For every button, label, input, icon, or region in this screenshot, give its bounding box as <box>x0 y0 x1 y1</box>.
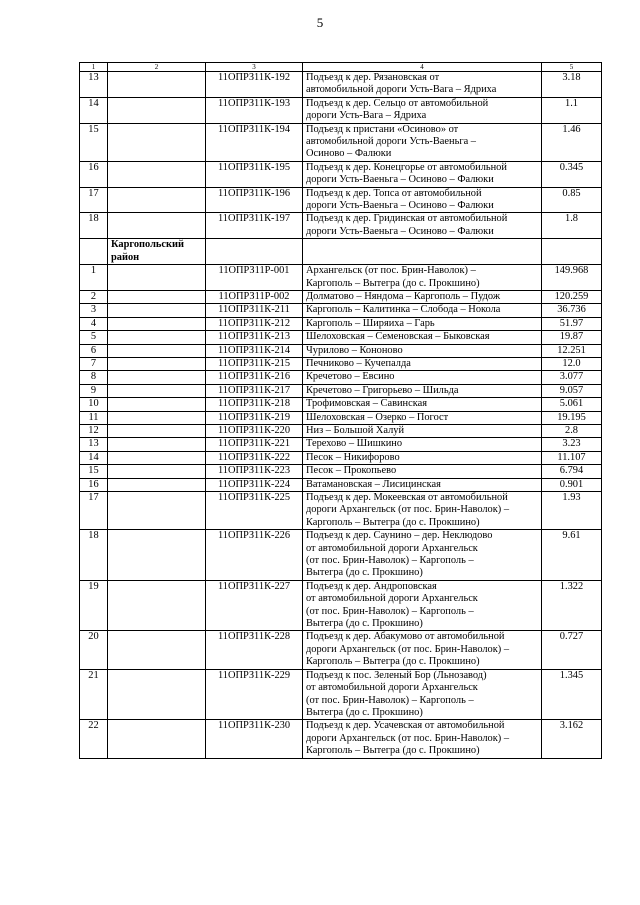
row-number: 5 <box>80 331 108 344</box>
road-name <box>303 161 542 187</box>
district-cell <box>108 290 206 303</box>
road-name-line: дороги Усть-Ваеньга – Осиново – Фалюки <box>306 174 494 186</box>
road-name-line: Подъезд к дер. Конецгорье от автомобильной <box>306 161 507 173</box>
district-cell <box>108 530 206 581</box>
road-name-line: Печниково – Кучепалда <box>306 357 411 369</box>
road-length: 0.345 <box>542 161 602 187</box>
page-number: 5 <box>316 15 324 30</box>
road-name-line: дороги Архангельск (от пос. Брин-Наволок) – <box>306 643 510 655</box>
road-name-line: Шелоховская – Озерко – Погост <box>306 411 449 423</box>
road-name <box>303 290 542 303</box>
road-name <box>303 398 542 411</box>
road-name-line: Чурилово – Кононово <box>306 344 403 356</box>
road-name <box>303 304 542 317</box>
district-cell <box>108 317 206 330</box>
row-number: 2 <box>80 290 108 303</box>
road-name <box>303 492 542 530</box>
road-name <box>303 465 542 478</box>
road-name-line: Кречетово – Евсино <box>306 371 395 383</box>
district-header-row <box>80 239 602 265</box>
road-length: 0.85 <box>542 187 602 213</box>
district-cell <box>108 123 206 161</box>
row-number: 17 <box>80 187 108 213</box>
row-number: 16 <box>80 161 108 187</box>
road-code: 11ОПРЗ11К-196 <box>206 187 303 213</box>
road-name-line: Подъезд к пос. Зеленый Бор (Льнозавод) <box>306 669 487 681</box>
row-number: 14 <box>80 97 108 123</box>
district-cell <box>108 357 206 370</box>
district-cell <box>108 580 206 631</box>
row-number: 18 <box>80 213 108 239</box>
row-number: 17 <box>80 492 108 530</box>
road-name-line: Трофимовская – Савинская <box>306 398 427 410</box>
road-code: 11ОПРЗ11К-223 <box>206 465 303 478</box>
road-name <box>303 451 542 464</box>
road-name-line: Подъезд к дер. Гридинская от автомобильной <box>306 213 508 225</box>
district-cell <box>108 465 206 478</box>
road-length: 149.968 <box>542 265 602 291</box>
table-row <box>80 357 602 370</box>
district-cell <box>108 331 206 344</box>
table-row <box>80 465 602 478</box>
table-row <box>80 123 602 161</box>
table-row <box>80 304 602 317</box>
table-row <box>80 317 602 330</box>
table-row <box>80 451 602 464</box>
district-cell <box>108 631 206 669</box>
district-cell <box>108 411 206 424</box>
column-number: 5 <box>542 63 602 72</box>
road-name <box>303 478 542 491</box>
table-row <box>80 669 602 720</box>
road-name-line: Подъезд к дер. Усачевская от автомобильной <box>306 720 505 732</box>
table-row <box>80 398 602 411</box>
district-name-line: район <box>111 251 140 263</box>
district-cell <box>108 187 206 213</box>
row-number: 16 <box>80 478 108 491</box>
road-length: 3.23 <box>542 438 602 451</box>
road-name <box>303 580 542 631</box>
table-row <box>80 384 602 397</box>
road-name <box>303 720 542 758</box>
row-number: 19 <box>80 580 108 631</box>
road-name-line: Каргополь – Вытегра (до с. Прокшино) <box>306 277 480 289</box>
road-name-line: Песок – Прокопьево <box>306 465 397 477</box>
table-row <box>80 478 602 491</box>
road-length <box>542 239 602 265</box>
road-name-line: Вытегра (до с. Прокшино) <box>306 706 423 718</box>
district-name <box>108 239 206 265</box>
road-length: 1.46 <box>542 123 602 161</box>
road-length: 36.736 <box>542 304 602 317</box>
district-name-line: Каргопольский <box>111 239 184 251</box>
road-code: 11ОПРЗ11К-224 <box>206 478 303 491</box>
road-length: 1.345 <box>542 669 602 720</box>
road-name-line: Подъезд к пристани «Осиново» от <box>306 123 459 135</box>
table-row <box>80 631 602 669</box>
road-code: 11ОПРЗ11К-216 <box>206 371 303 384</box>
road-length: 9.057 <box>542 384 602 397</box>
road-code: 11ОПРЗ11К-228 <box>206 631 303 669</box>
road-name <box>303 97 542 123</box>
road-length: 51.97 <box>542 317 602 330</box>
row-number: 15 <box>80 465 108 478</box>
road-name <box>303 344 542 357</box>
row-number: 13 <box>80 438 108 451</box>
row-number: 13 <box>80 72 108 98</box>
road-length: 12.251 <box>542 344 602 357</box>
road-name-line: от автомобильной дороги Архангельск <box>306 682 478 694</box>
road-name-line: Подъезд к дер. Сельцо от автомобильной <box>306 97 489 109</box>
district-cell <box>108 398 206 411</box>
district-cell <box>108 265 206 291</box>
table-row <box>80 97 602 123</box>
road-length: 3.18 <box>542 72 602 98</box>
table-row <box>80 438 602 451</box>
road-code: 11ОПРЗ11К-217 <box>206 384 303 397</box>
road-name-line: Песок – Никифорово <box>306 451 400 463</box>
district-cell <box>108 97 206 123</box>
road-code: 11ОПРЗ11К-218 <box>206 398 303 411</box>
row-number: 15 <box>80 123 108 161</box>
road-length: 3.077 <box>542 371 602 384</box>
road-name-line: Вытегра (до с. Прокшино) <box>306 567 423 579</box>
road-name-line: Долматово – Няндома – Каргополь – Пудож <box>306 290 501 302</box>
table-row <box>80 331 602 344</box>
row-number: 10 <box>80 398 108 411</box>
road-length: 1.8 <box>542 213 602 239</box>
district-cell <box>108 669 206 720</box>
road-name-line: Ватамановская – Лисицинская <box>306 478 441 490</box>
district-cell <box>108 478 206 491</box>
road-name <box>303 371 542 384</box>
district-cell <box>108 424 206 437</box>
row-number: 22 <box>80 720 108 758</box>
row-number: 21 <box>80 669 108 720</box>
road-name-line: Кречетово – Григорьево – Шильда <box>306 384 459 396</box>
table-row <box>80 344 602 357</box>
road-name <box>303 438 542 451</box>
road-length: 1.93 <box>542 492 602 530</box>
road-name-line: автомобильной дороги Усть-Ваеньга – <box>306 136 476 148</box>
row-number <box>80 239 108 265</box>
row-number: 20 <box>80 631 108 669</box>
road-name <box>303 187 542 213</box>
road-name-line: от автомобильной дороги Архангельск <box>306 593 478 605</box>
road-length: 1.322 <box>542 580 602 631</box>
road-name-line: Вытегра (до с. Прокшино) <box>306 618 423 630</box>
road-name-line: Низ – Большой Халуй <box>306 424 405 436</box>
road-code: 11ОПРЗ11К-225 <box>206 492 303 530</box>
road-code: 11ОПРЗ11К-220 <box>206 424 303 437</box>
road-code: 11ОПРЗ11К-227 <box>206 580 303 631</box>
road-name-line: Каргополь – Вытегра (до с. Прокшино) <box>306 516 480 528</box>
road-code: 11ОПРЗ11К-226 <box>206 530 303 581</box>
district-cell <box>108 720 206 758</box>
row-number: 1 <box>80 265 108 291</box>
road-name-line: Каргополь – Калитинка – Слобода – Нокола <box>306 304 501 316</box>
road-code: 11ОПРЗ11К-214 <box>206 344 303 357</box>
road-code: 11ОПРЗ11К-192 <box>206 72 303 98</box>
district-cell <box>108 438 206 451</box>
district-cell <box>108 492 206 530</box>
road-name-line: дороги Архангельск (от пос. Брин-Наволок) – <box>306 732 510 744</box>
road-code: 11ОПРЗ11К-197 <box>206 213 303 239</box>
road-name <box>303 317 542 330</box>
row-number: 18 <box>80 530 108 581</box>
road-name-line: дороги Усть-Ваеньга – Осиново – Фалюки <box>306 225 494 237</box>
column-number: 1 <box>80 63 108 72</box>
road-code: 11ОПРЗ11К-230 <box>206 720 303 758</box>
row-number: 8 <box>80 371 108 384</box>
road-name <box>303 72 542 98</box>
table-row <box>80 530 602 581</box>
row-number: 11 <box>80 411 108 424</box>
column-number: 2 <box>108 63 206 72</box>
road-name-line: Каргополь – Вытегра (до с. Прокшино) <box>306 745 480 757</box>
table-row <box>80 720 602 758</box>
road-name-line: Подъезд к дер. Абакумово от автомобильной <box>306 631 505 643</box>
road-name <box>303 265 542 291</box>
district-cell <box>108 371 206 384</box>
road-length: 0.727 <box>542 631 602 669</box>
road-name <box>303 239 542 265</box>
road-name-line: Каргополь – Ширяиха – Гарь <box>306 317 435 329</box>
district-cell <box>108 213 206 239</box>
road-code: 11ОПРЗ11К-194 <box>206 123 303 161</box>
road-code: 11ОПРЗ11К-193 <box>206 97 303 123</box>
road-name-line: (от пос. Брин-Наволок) – Каргополь – <box>306 555 474 567</box>
road-name <box>303 631 542 669</box>
row-number: 14 <box>80 451 108 464</box>
road-name <box>303 384 542 397</box>
road-code: 11ОПРЗ11К-213 <box>206 331 303 344</box>
road-name-line: Подъезд к дер. Мокеевская от автомобильной <box>306 492 508 503</box>
road-name-line: Терехово – Шишкино <box>306 438 403 450</box>
road-name-line: дороги Усть-Ваеньга – Осиново – Фалюки <box>306 200 494 212</box>
table-row <box>80 72 602 98</box>
road-code: 11ОПРЗ11К-221 <box>206 438 303 451</box>
column-number-row <box>80 63 602 72</box>
roads-table <box>79 62 602 759</box>
table-row <box>80 424 602 437</box>
road-length: 3.162 <box>542 720 602 758</box>
road-name-line: Подъезд к дер. Саунино – дер. Неклюдово <box>306 530 493 542</box>
road-name-line: (от пос. Брин-Наволок) – Каргополь – <box>306 694 474 706</box>
road-name <box>303 331 542 344</box>
road-name <box>303 411 542 424</box>
table-row <box>80 265 602 291</box>
table-row <box>80 187 602 213</box>
road-code: 11ОПРЗ11К-215 <box>206 357 303 370</box>
road-length: 5.061 <box>542 398 602 411</box>
road-code <box>206 239 303 265</box>
column-number: 4 <box>303 63 542 72</box>
road-name-line: автомобильной дороги Усть-Вага – Ядриха <box>306 84 497 96</box>
table-row <box>80 213 602 239</box>
road-code: 11ОПРЗ11К-229 <box>206 669 303 720</box>
road-code: 11ОПРЗ11К-211 <box>206 304 303 317</box>
road-name <box>303 530 542 581</box>
road-name <box>303 123 542 161</box>
road-length: 6.794 <box>542 465 602 478</box>
road-length: 19.87 <box>542 331 602 344</box>
district-cell <box>108 72 206 98</box>
road-length: 0.901 <box>542 478 602 491</box>
road-code: 11ОПРЗ11Р-002 <box>206 290 303 303</box>
road-code: 11ОПРЗ11К-222 <box>206 451 303 464</box>
road-name-line: Архангельск (от пос. Брин-Наволок) – <box>306 265 476 277</box>
road-name-line: дороги Архангельск (от пос. Брин-Наволок) – <box>306 504 510 516</box>
road-name-line: (от пос. Брин-Наволок) – Каргополь – <box>306 605 474 617</box>
row-number: 12 <box>80 424 108 437</box>
road-code: 11ОПРЗ11К-212 <box>206 317 303 330</box>
road-name-line: Шелоховская – Семеновская – Быковская <box>306 331 490 343</box>
road-name <box>303 424 542 437</box>
district-cell <box>108 451 206 464</box>
road-name <box>303 213 542 239</box>
road-name-line: Подъезд к дер. Рязановская от <box>306 72 440 83</box>
road-length: 1.1 <box>542 97 602 123</box>
district-cell <box>108 161 206 187</box>
road-name <box>303 357 542 370</box>
table-row <box>80 411 602 424</box>
road-name-line: дороги Усть-Вага – Ядриха <box>306 110 427 122</box>
row-number: 9 <box>80 384 108 397</box>
column-number: 3 <box>206 63 303 72</box>
table-row <box>80 492 602 530</box>
road-code: 11ОПРЗ11К-219 <box>206 411 303 424</box>
road-name-line: от автомобильной дороги Архангельск <box>306 542 478 554</box>
district-cell <box>108 384 206 397</box>
district-cell <box>108 304 206 317</box>
road-length: 120.259 <box>542 290 602 303</box>
road-name-line: Подъезд к дер. Андроповская <box>306 580 437 592</box>
row-number: 3 <box>80 304 108 317</box>
road-length: 11.107 <box>542 451 602 464</box>
road-length: 12.0 <box>542 357 602 370</box>
road-code: 11ОПРЗ11К-195 <box>206 161 303 187</box>
road-name-line: Осиново – Фалюки <box>306 148 392 160</box>
road-length: 9.61 <box>542 530 602 581</box>
row-number: 7 <box>80 357 108 370</box>
row-number: 4 <box>80 317 108 330</box>
road-name-line: Подъезд к дер. Топса от автомобильной <box>306 187 482 199</box>
table-row <box>80 290 602 303</box>
row-number: 6 <box>80 344 108 357</box>
table-row <box>80 580 602 631</box>
district-cell <box>108 344 206 357</box>
road-name <box>303 669 542 720</box>
road-name-line: Каргополь – Вытегра (до с. Прокшино) <box>306 656 480 668</box>
table-row <box>80 161 602 187</box>
table-row <box>80 371 602 384</box>
road-length: 19.195 <box>542 411 602 424</box>
road-code: 11ОПРЗ11Р-001 <box>206 265 303 291</box>
road-length: 2.8 <box>542 424 602 437</box>
